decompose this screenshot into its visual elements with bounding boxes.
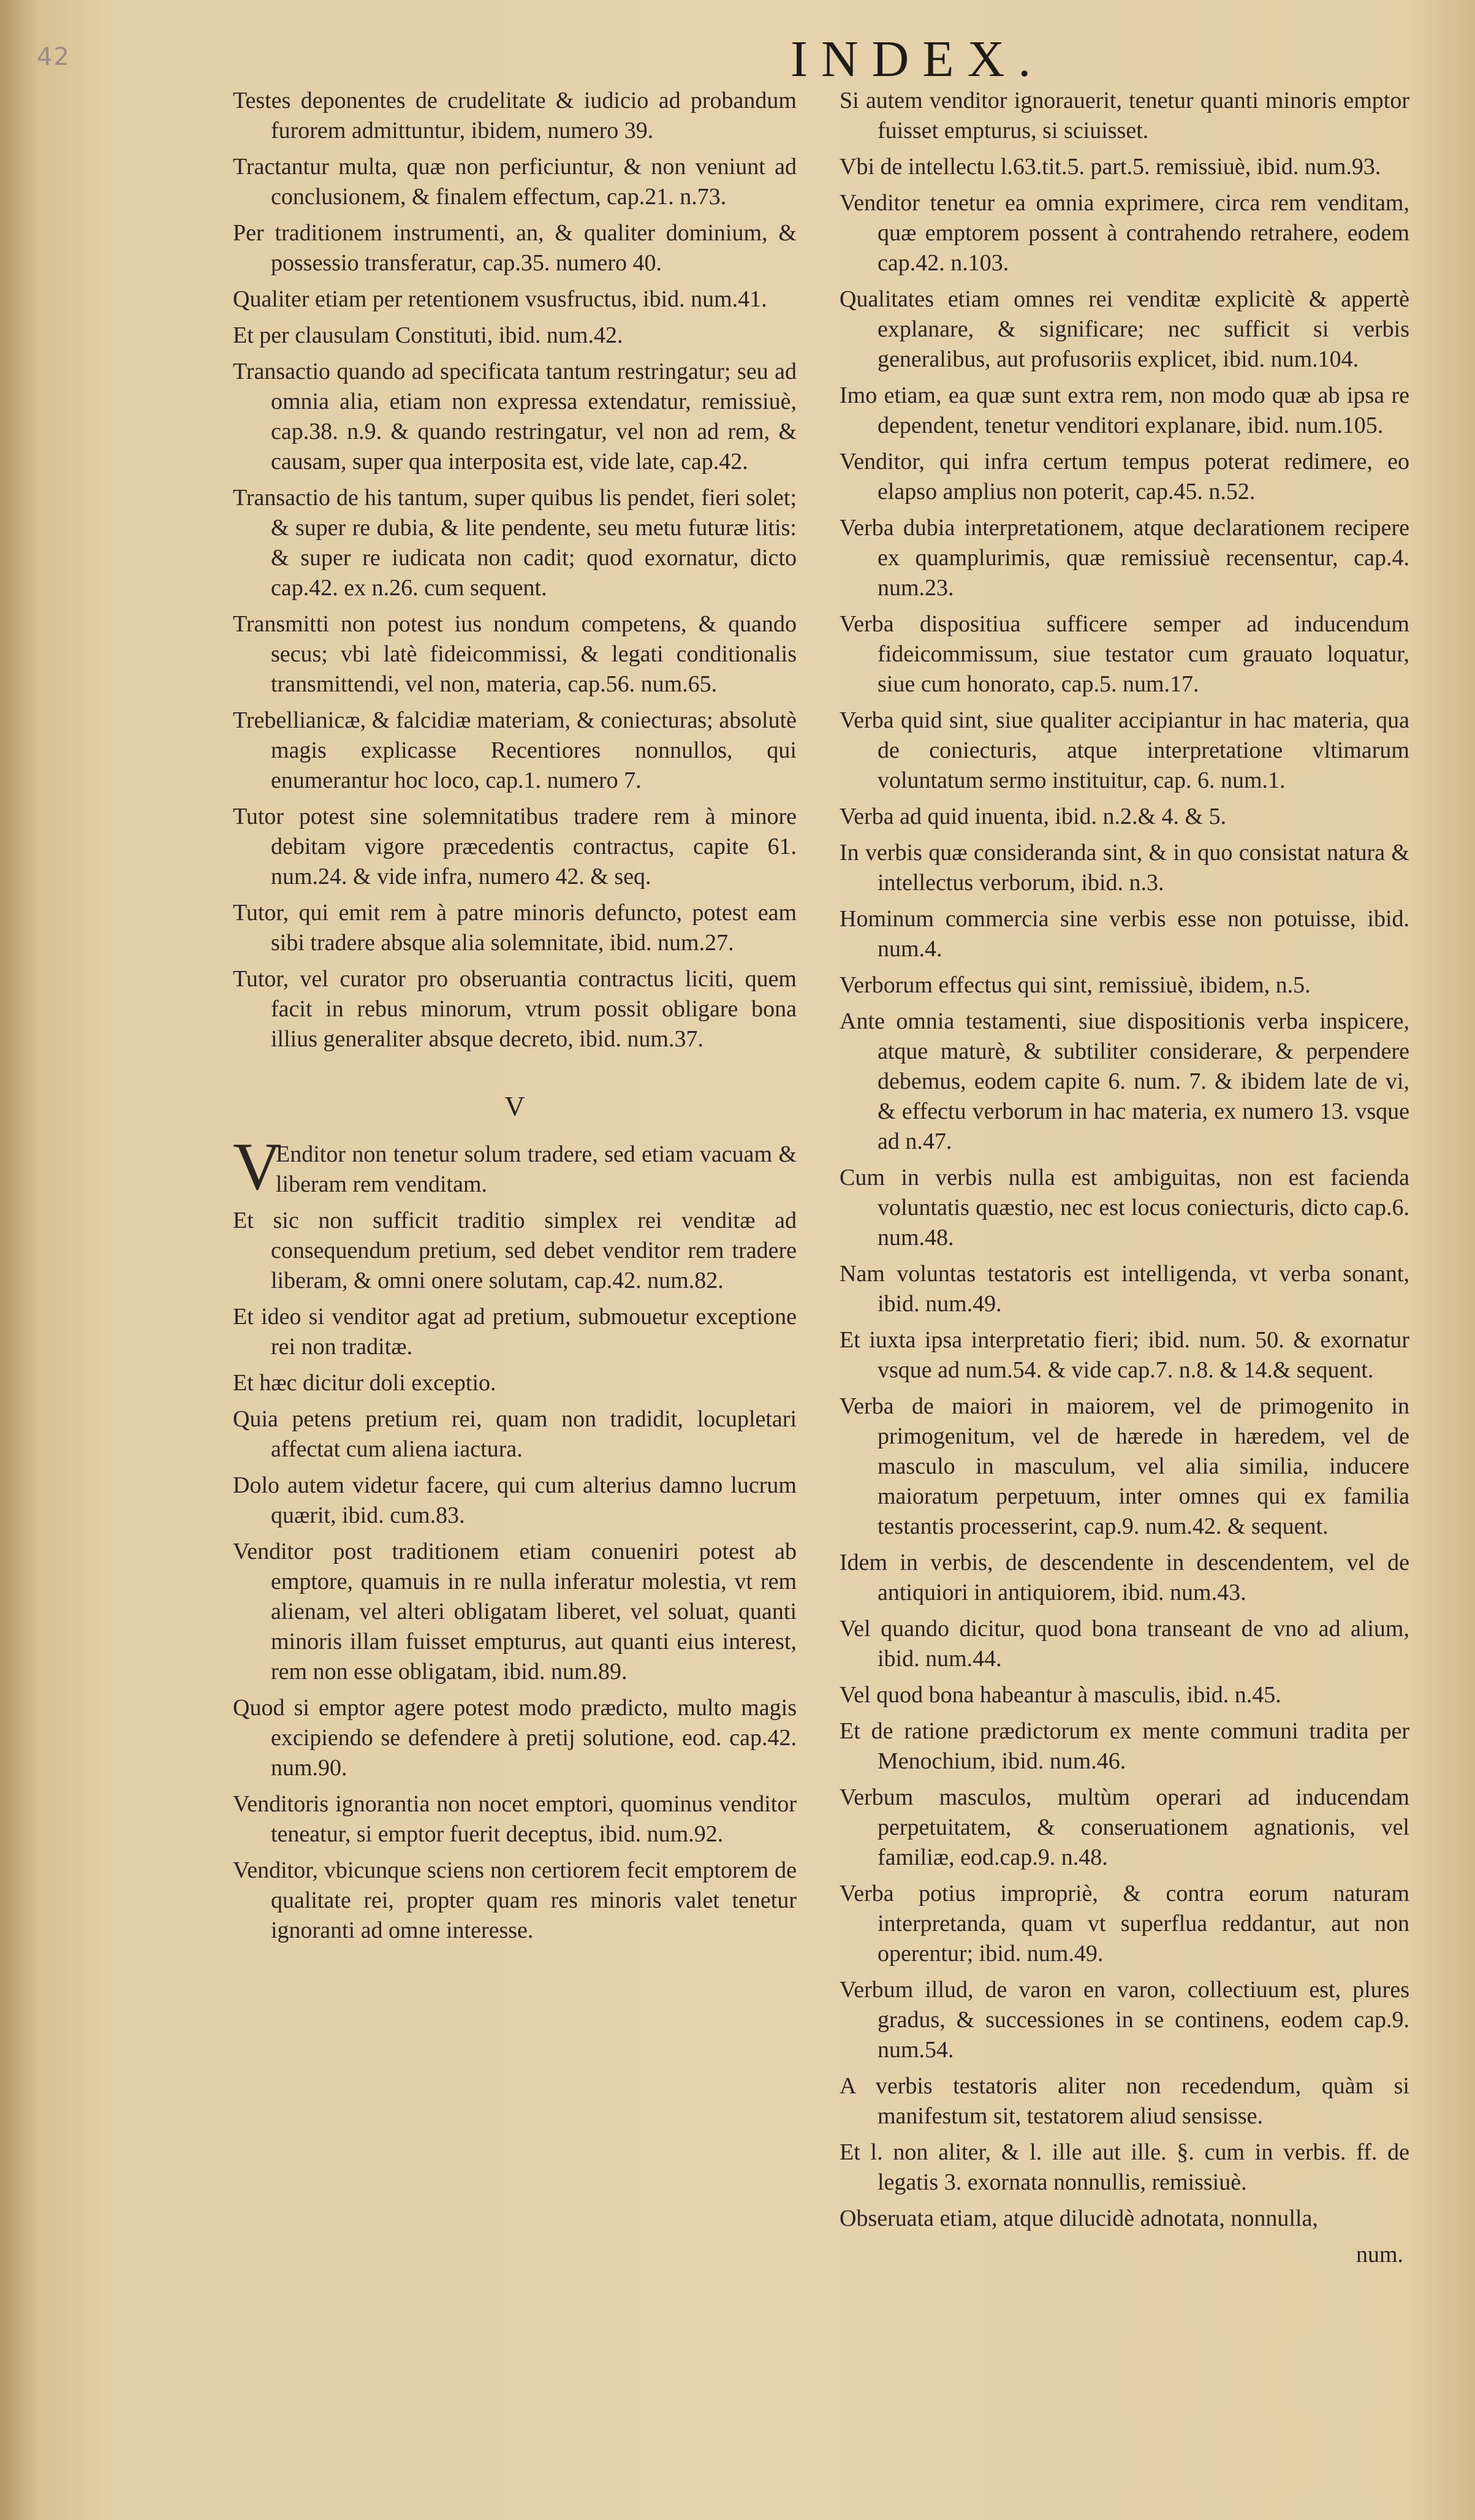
index-entry: Verbum illud, de varon en varon, collectiuum est, plures gradus, & successiones in se continens, eodem cap.9. num.54. [840,1977,1409,2063]
index-entry: Qualitates etiam omnes rei venditæ explicitè & appertè explanare, & significare; nec sufficit si verbis generalibus, aut profusoriis explicet, ibid. num.104. [840,286,1409,372]
left-column [233,86,797,1952]
index-entry: Obseruata etiam, atque dilucidè adnotata, nonnulla, [840,2206,1318,2231]
index-entry: In verbis quæ consideranda sint, & in quo consistat natura & intellectus verborum, ibid. n.3. [840,840,1409,896]
index-entry: Verba de maiori in maiorem, vel de primogenito in primogenitum, vel de hærede in hæredem, vel de masculo in masculum, vel alia similia, inducere maioratum perpetuum, inter omnes qui ex familia testantis processerint, cap.9. num.42. & sequent. [840,1393,1409,1539]
index-entry: Trebellianicæ, & falcidiæ materiam, & coniecturas; absolutè magis explicasse Recentiores nonnullos, qui enumerantur hoc loco, cap.1. numero 7. [233,707,797,793]
index-entry: Testes deponentes de crudelitate & iudicio ad probandum furorem admittuntur, ibidem, numero 39. [233,88,797,143]
index-entry: Per traditionem instrumenti, an, & qualiter dominium, & possessio transferatur, cap.35. numero 40. [233,220,797,276]
index-entry: A verbis testatoris aliter non recedendum, quàm si manifestum sit, testatorem aliud sensisse. [840,2073,1409,2129]
index-entry: Imo etiam, ea quæ sunt extra rem, non modo quæ ab ipsa re dependent, tenetur venditori explanare, ibid. num.105. [840,383,1409,438]
index-entry: Tutor potest sine solemnitatibus tradere rem à minore debitam vigore præcedentis contractus, capite 61. num.24. & vide infra, numero 42. & seq. [233,804,797,889]
index-entry: Transactio quando ad specificata tantum restringatur; seu ad omnia alia, etiam non expressa extendatur, remissiuè, cap.38. n.9. & quando restringatur, vel non ad rem, & causam, super qua interposita est, vide late, cap.42. [233,359,797,474]
index-entry: Venditor, qui infra certum tempus poterat redimere, eo elapso amplius non poterit, cap.45. n.52. [840,449,1409,504]
index-entry: Verba quid sint, siue qualiter accipiantur in hac materia, qua de coniecturis, atque interpretatione vltimarum voluntatum sermo instituitur, cap. 6. num.1. [840,707,1409,793]
index-entry: Et de ratione prædictorum ex mente communi tradita per Menochium, ibid. num.46. [840,1718,1409,1774]
index-entry: Vel quod bona habeantur à masculis, ibid. n.45. [840,1682,1281,1708]
section-heading-v: V [504,1091,525,1122]
index-entry: Verba ad quid inuenta, ibid. n.2.& 4. & 5. [840,804,1227,829]
index-entry-dropcap [233,1129,797,1204]
index-entry: Et per clausulam Constituti, ibid. num.42. [233,322,623,348]
index-entry: Venditoris ignorantia non nocet emptori, quominus venditor teneatur, si emptor fuerit deceptus, ibid. num.92. [233,1791,797,1847]
index-entry: Tractantur multa, quæ non perficiuntur, & non veniunt ad conclusionem, & finalem effectum, cap.21. n.73. [233,154,797,210]
index-entry: Transactio de his tantum, super quibus lis pendet, fieri solet; & super re dubia, & lite pendente, seu metu futuræ litis: & super re iudicata non cadit; quod exornatur, dicto cap.42. ex n.26. cum sequent. [233,485,797,601]
index-entry: Venditor post traditionem etiam conueniri potest ab emptore, quamuis in re nulla inferatur molestia, vt rem alienam, vel alteri obligatam liberet, vel soluat, quanti minoris illam fuisset empturus, aut quanti eius interest, rem non esse obligatam, ibid. num.89. [233,1539,797,1684]
index-entry: Verbum masculos, multùm operari ad inducendam perpetuitatem, & conseruationem agnationis, vel familiæ, eod.cap.9. n.48. [840,1784,1409,1870]
index-entry: Transmitti non potest ius nondum competens, & quando secus; vbi latè fideicommissi, & legati conditionalis transmittendi, vel non, materia, cap.56. num.65. [233,611,797,697]
right-column [840,86,1409,2270]
index-entry: Ante omnia testamenti, siue dispositionis verba inspicere, atque maturè, & subtiliter considerare, & perpendere debemus, eodem capite 6. num. 7. & ibidem late de vi, & effectu verborum in hac materia, ex numero 13. vsque ad n.47. [840,1008,1409,1154]
index-entry: Et ideo si venditor agat ad pretium, submouetur exceptione rei non traditæ. [233,1304,797,1360]
page-number: 42 [37,43,70,71]
index-entry: Vbi de intellectu l.63.tit.5. part.5. remissiuè, ibid. num.93. [840,154,1381,180]
index-entry: Hominum commercia sine verbis esse non potuisse, ibid. num.4. [840,906,1409,962]
index-entry-text: Enditor non tenetur solum tradere, sed etiam vacuam & liberam rem venditam. [276,1141,797,1197]
index-entry: Verborum effectus qui sint, remissiuè, ibidem, n.5. [840,972,1311,998]
index-entry: Nam voluntas testatoris est intelligenda, vt verba sonant, ibid. num.49. [840,1261,1409,1317]
index-entry: Vel quando dicitur, quod bona transeant de vno ad alium, ibid. num.44. [840,1616,1409,1672]
index-entry: Quia petens pretium rei, quam non tradidit, locupletari affectat cum aliena iactura. [233,1406,797,1462]
index-entry: Dolo autem videtur facere, qui cum alterius damno lucrum quærit, ibid. cum.83. [233,1472,797,1528]
index-entry: Qualiter etiam per retentionem vsusfructus, ibid. num.41. [233,286,767,312]
index-entry: Verba dubia interpretationem, atque declarationem recipere ex quamplurimis, quæ remissiuè recensentur, cap.4. num.23. [840,515,1409,601]
index-entry: Et l. non aliter, & l. ille aut ille. §. cum in verbis. ff. de legatis 3. exornata nonnullis, remissiuè. [840,2139,1409,2195]
index-entry: Venditor, vbicunque sciens non certiorem fecit emptorem de qualitate rei, propter quam res minoris valet tenetur ignoranti ad omne interesse. [233,1857,797,1943]
index-entry: Et iuxta ipsa interpretatio fieri; ibid. num. 50. & exornatur vsque ad num.54. & vide cap.7. n.8. & 14.& sequent. [840,1327,1409,1383]
page-header: INDEX. [791,31,1045,88]
index-entry: Verba dispositiua sufficere semper ad inducendum fideicommissum, siue testator cum grauato loquatur, siue cum honorato, cap.5. num.17. [840,611,1409,697]
index-entry: Idem in verbis, de descendente in descendentem, vel de antiquiori in antiquiorem, ibid. num.43. [840,1550,1409,1605]
index-entry: Verba potius impropriè, & contra eorum naturam interpretanda, quam vt superflua reddantur, aut non operentur; ibid. num.49. [840,1881,1409,1966]
drop-cap-letter: V [233,1129,282,1204]
index-entry: Et sic non sufficit traditio simplex rei venditæ ad consequendum pretium, sed debet venditor rem tradere liberam, & omni onere solutam, cap.42. num.82. [233,1208,797,1293]
index-entry: Tutor, vel curator pro obseruantia contractus liciti, quem facit in rebus minorum, vtrum possit obligare bona illius generaliter absque decreto, ibid. num.37. [233,966,797,1052]
catchword: num. [1356,2242,1403,2267]
index-entry: Quod si emptor agere potest modo prædicto, multo magis excipiendo se defendere à pretij solutione, eod. cap.42. num.90. [233,1695,797,1781]
index-entry: Et hæc dicitur doli exceptio. [233,1370,496,1396]
index-entry: Venditor tenetur ea omnia exprimere, circa rem venditam, quæ emptorem possent à contrahendo retrahere, eodem cap.42. n.103. [840,190,1409,276]
index-entry: Tutor, qui emit rem à patre minoris defuncto, potest eam sibi tradere absque alia solemnitate, ibid. num.27. [233,900,797,956]
index-entry: Cum in verbis nulla est ambiguitas, non est facienda voluntatis quæstio, nec est locus coniecturis, dicto cap.6. num.48. [840,1165,1409,1250]
index-entry: Si autem venditor ignorauerit, tenetur quanti minoris emptor fuisset empturus, si sciuisset. [840,88,1409,143]
